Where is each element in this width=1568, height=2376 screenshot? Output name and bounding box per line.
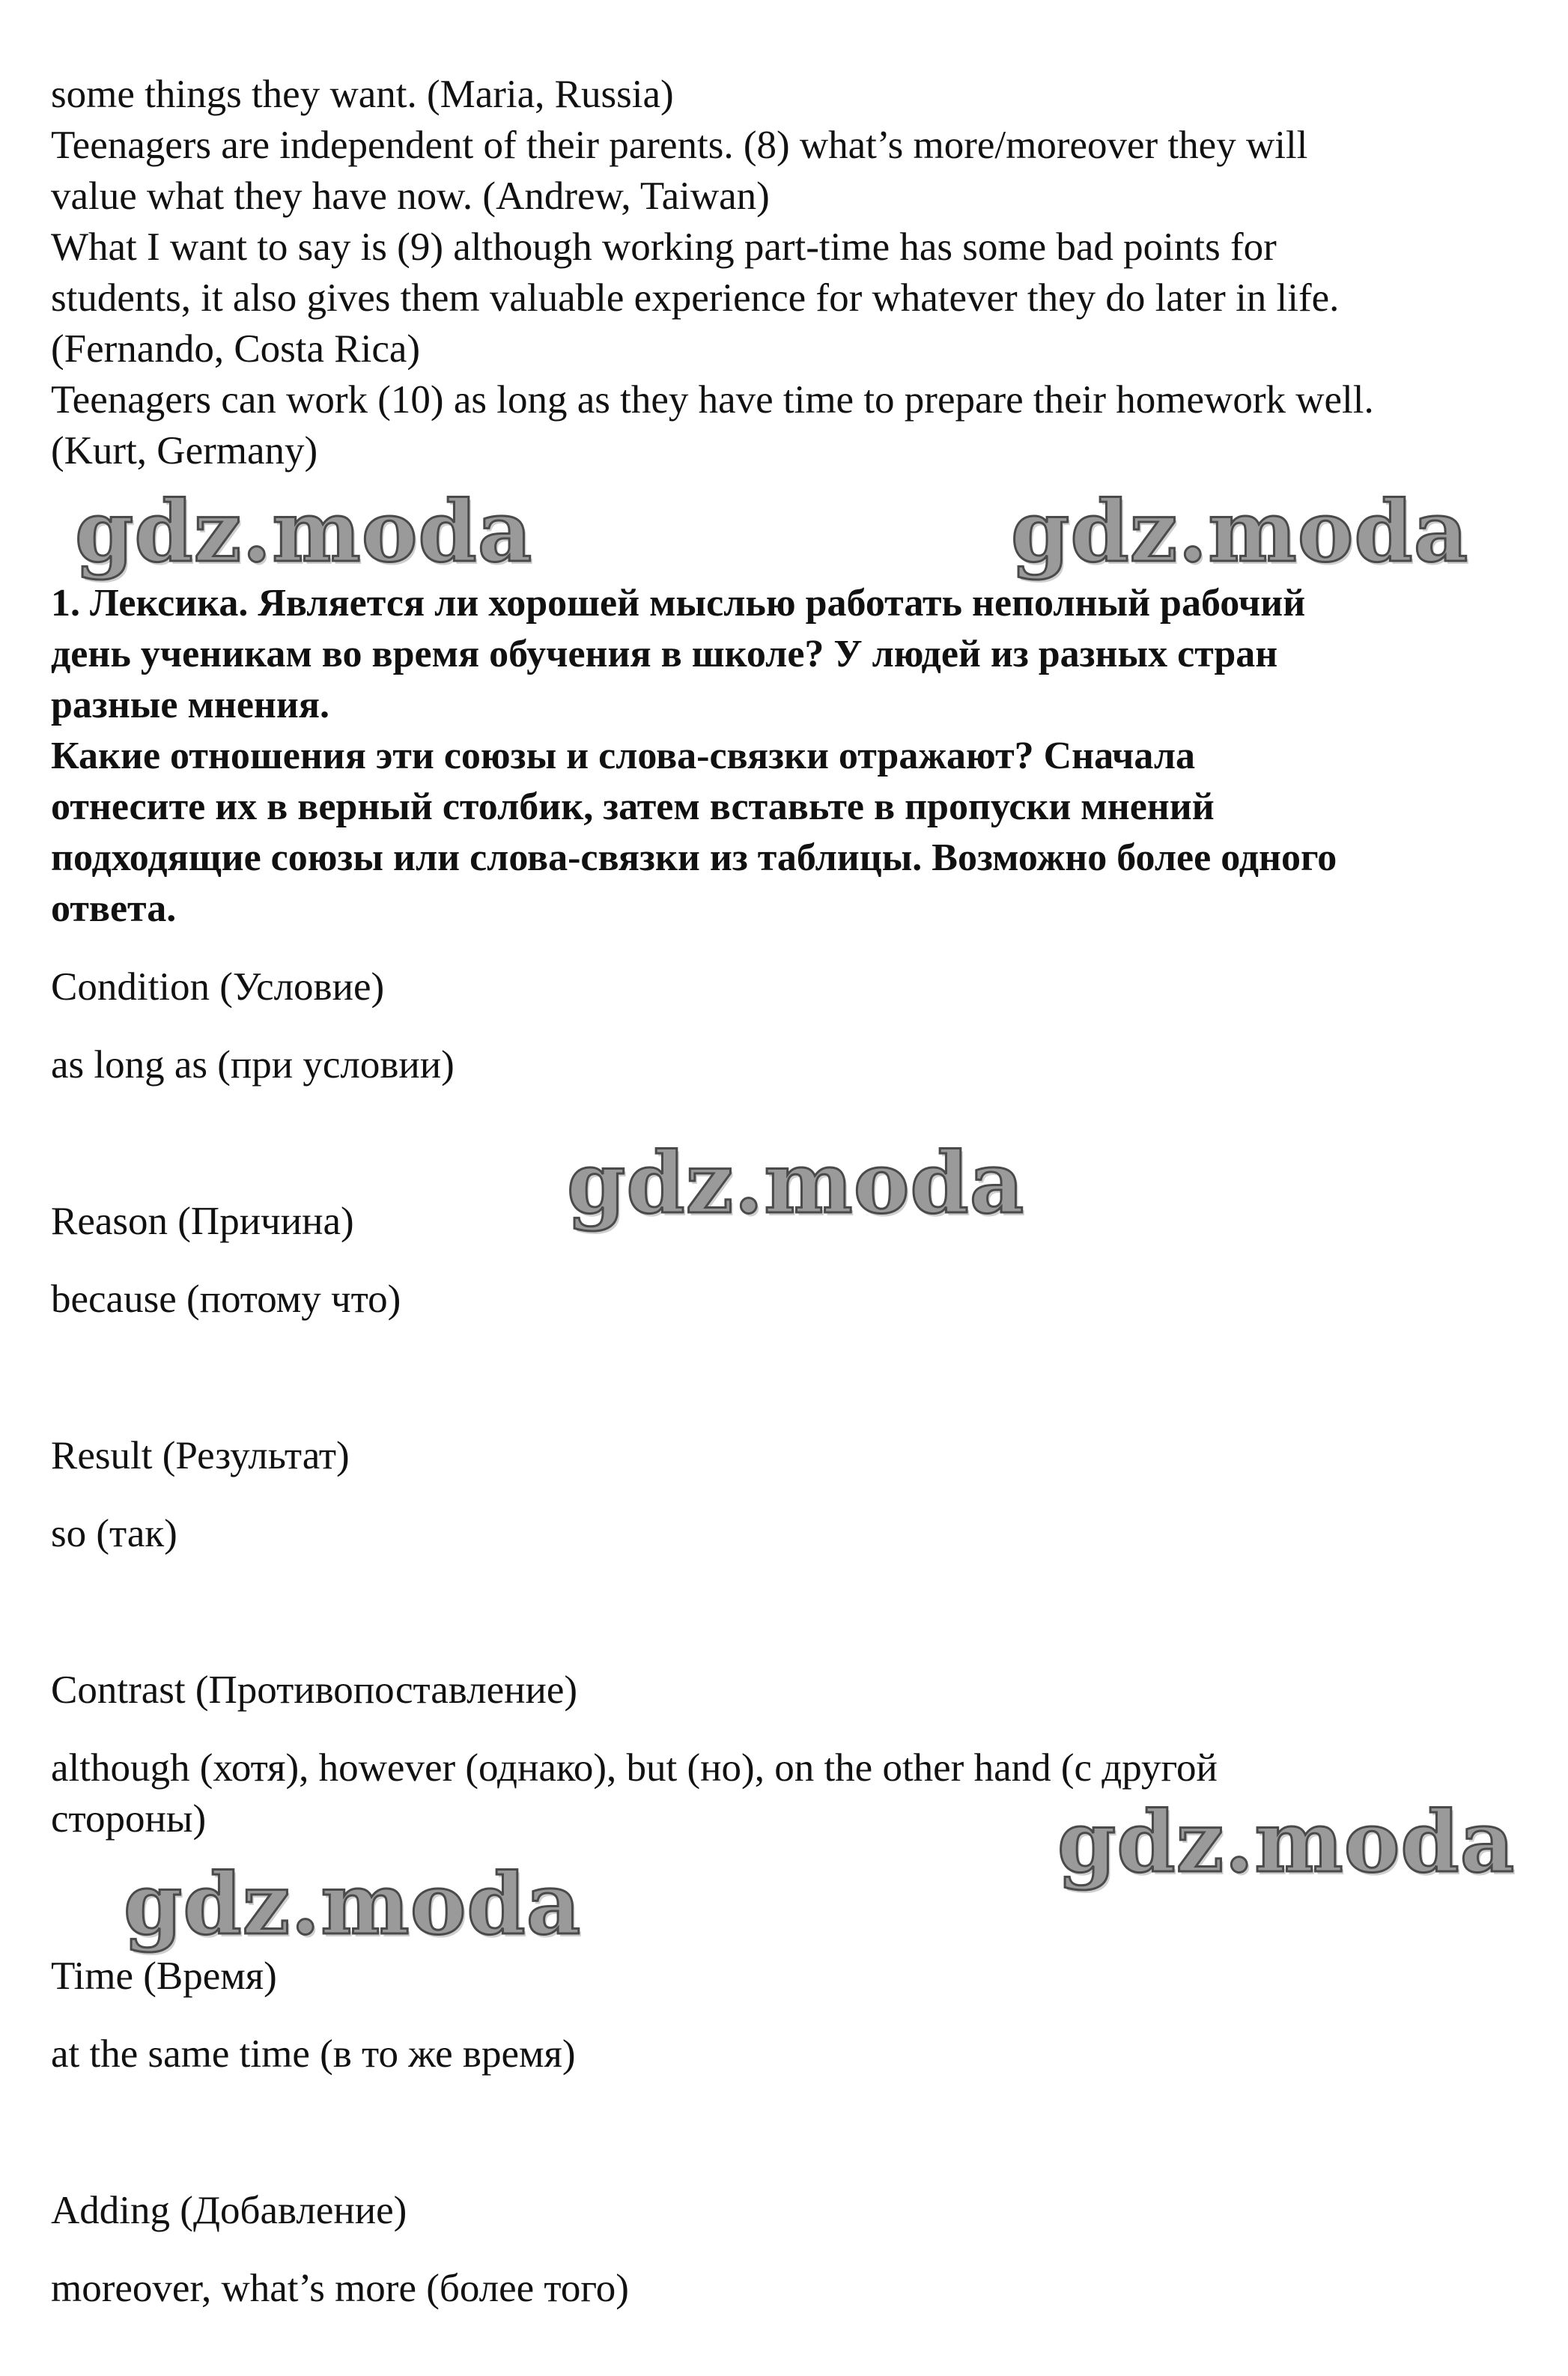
watermark: gdz.moda (567, 1134, 1025, 1233)
opinion-line: Teenagers are independent of their parents. (8) what’s more/moreover they will (51, 124, 1308, 167)
category-heading: Contrast (Противопоставление) (51, 1668, 578, 1712)
category-heading: Condition (Условие) (51, 965, 385, 1009)
category-item: so (так) (51, 1512, 177, 1555)
task-line: подходящие союзы или слова-связки из таблицы. Возможно более одного (51, 836, 1337, 879)
opinion-line: (Fernando, Costa Rica) (51, 327, 421, 371)
opinion-line: (Kurt, Germany) (51, 429, 318, 473)
opinion-line: What I want to say is (9) although working part-time has some bad points for (51, 225, 1277, 269)
category-heading: Adding (Добавление) (51, 2189, 407, 2232)
opinion-line: value what they have now. (Andrew, Taiwan) (51, 174, 770, 218)
watermark: gdz.moda (75, 483, 533, 581)
opinion-line: some things they want. (Maria, Russia) (51, 73, 674, 116)
watermark: gdz.moda (1011, 483, 1469, 581)
category-item: at the same time (в то же время) (51, 2032, 576, 2076)
watermark: gdz.moda (124, 1856, 582, 1954)
category-item: because (потому что) (51, 1277, 401, 1321)
opinion-line: students, it also gives them valuable experience for whatever they do later in life. (51, 276, 1340, 320)
category-heading: Time (Время) (51, 1954, 277, 1998)
task-line: отнесите их в верный столбик, затем вставьте в пропуски мнений (51, 786, 1215, 828)
task-line: Какие отношения эти союзы и слова-связки отражают? Сначала (51, 735, 1196, 777)
category-heading: Reason (Причина) (51, 1200, 354, 1243)
opinion-line: Teenagers can work (10) as long as they have time to prepare their homework well. (51, 378, 1374, 422)
category-item: moreover, what’s more (более того) (51, 2267, 629, 2310)
category-heading: Result (Результат) (51, 1434, 350, 1477)
category-item: стороны) (51, 1797, 207, 1841)
task-line: день ученикам во время обучения в школе? У людей из разных стран (51, 633, 1278, 675)
watermark: gdz.moda (1057, 1793, 1516, 1892)
task-line: разные мнения. (51, 684, 329, 726)
category-item: as long as (при условии) (51, 1043, 455, 1087)
task-line: 1. Лексика. Является ли хорошей мыслью работать неполный рабочий (51, 582, 1306, 625)
category-item: although (хотя), however (однако), but (но), on the other hand (с другой (51, 1746, 1218, 1790)
task-line: ответа. (51, 887, 177, 930)
